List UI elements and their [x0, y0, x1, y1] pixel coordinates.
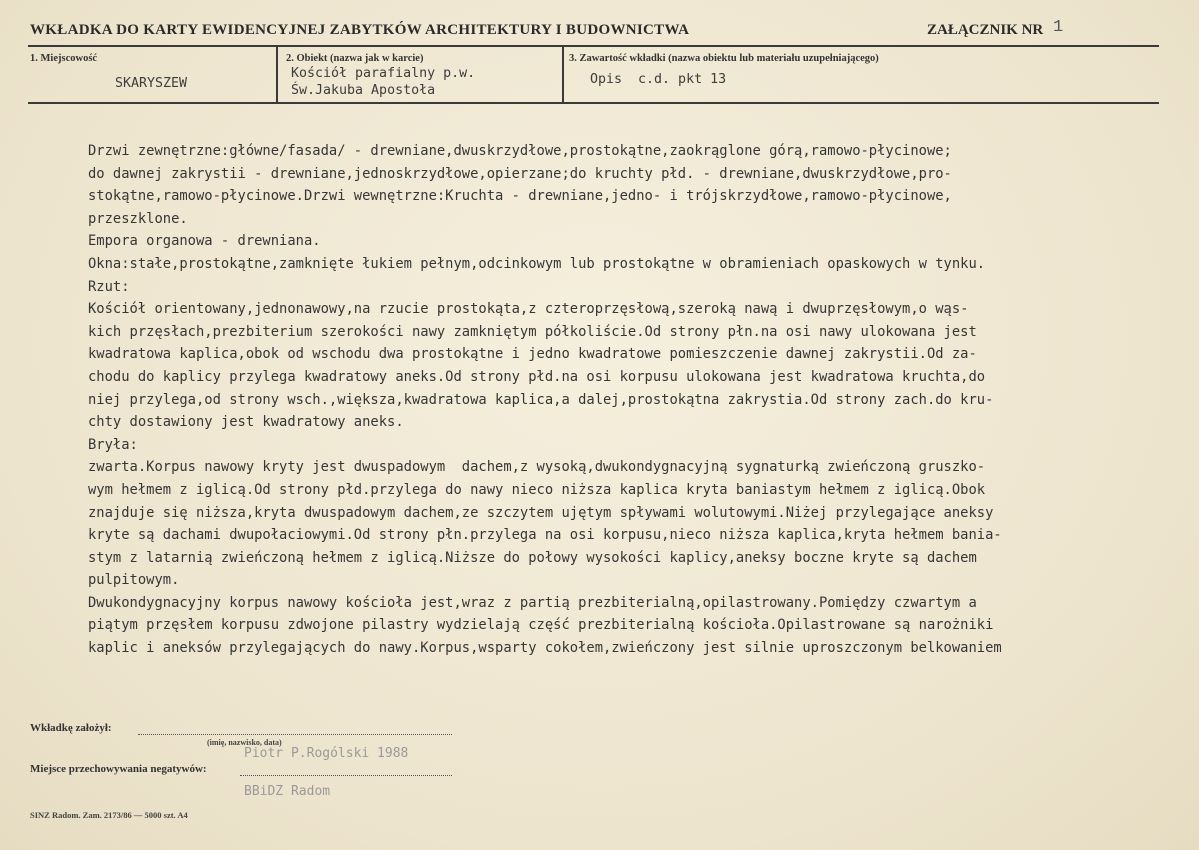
body-line: piątym przęsłem korpusu zdwojone pilastry wydzielają część prezbiterialną kościoła.Opilastrowane są narożniki [88, 617, 994, 634]
body-line: Kościół orientowany,jednonawowy,na rzucie prostokąta,z czteroprzęsłową,szeroką nawą i dwuprzęsłowym,o wąs- [88, 301, 969, 318]
content-label: 3. Zawartość wkładki (nazwa obiektu lub materiału uzupełniającego) [569, 53, 879, 64]
body-line: przeszklone. [88, 210, 188, 227]
body-line: stym z latarnią zwieńczoną hełmem z iglicą.Niższe do połowy wysokości kaplicy,aneksy boczne kryte są dachem [88, 549, 977, 566]
body-line: kryte są dachami dwupołaciowymi.Od strony płn.przylega na osi korpusu,nieco niższa kaplica,kryta hełmem bania- [88, 527, 1002, 544]
body-line: Empora organowa - drewniana. [88, 233, 321, 250]
annex-number: 1 [1053, 18, 1064, 37]
header-top-rule [28, 45, 1159, 47]
founder-value: Piotr P.Rogólski 1988 [244, 746, 409, 761]
body-line: chty dostawiony jest kwadratowy aneks. [88, 414, 404, 431]
field-divider-1 [276, 45, 278, 103]
body-line: zwarta.Korpus nawowy kryty jest dwuspadowym dachem,z wysoką,dwukondygnacyjną sygnaturką zwieńczoną gruszko- [88, 459, 986, 476]
body-line: niej przylega,od strony wsch.,większa,kwadratowa kaplica,a dalej,prostokątna zakrystia.Od strony zach.do kru- [88, 391, 994, 408]
negatives-label: Miejsce przechowywania negatywów: [30, 763, 207, 775]
body-line: Dwukondygnacyjny korpus nawowy kościoła jest,wraz z partią prezbiterialną,opilastrowany.Pomiędzy czwartym a [88, 594, 977, 611]
object-value-line2: Św.Jakuba Apostoła [291, 83, 436, 98]
body-line: Okna:stałe,prostokątne,zamknięte łukiem pełnym,odcinkowym lub prostokątne w obramieniach opaskowych w tynku. [88, 255, 986, 272]
body-line: znajduje się niższa,kryta dwuspadowym dachem,ze szczytem ujętym spływami wolutowymi.Niżej przylegające aneksy [88, 504, 994, 521]
body-line: Bryła: [88, 436, 138, 453]
body-line: wym hełmem z iglicą.Od strony płd.przylega do nawy nieco niższa kaplica kryta baniastym hełmem z iglicą.Obok [88, 481, 986, 498]
negatives-dotted-line [240, 775, 452, 776]
object-label: 2. Obiekt (nazwa jak w karcie) [286, 53, 424, 64]
card-title: WKŁADKA DO KARTY EWIDENCYJNEJ ZABYTKÓW ARCHITEKTURY I BUDOWNICTWA [30, 22, 690, 38]
body-line: stokątne,ramowo-płycinowe.Drzwi wewnętrzne:Kruchta - drewniane,jedno- i trójskrzydłowe,ramowo-płycinowe, [88, 188, 952, 205]
print-info: SINZ Radom. Zam. 2173/86 — 5000 szt. A4 [30, 810, 188, 820]
description-body [88, 140, 1178, 660]
annex-label: ZAŁĄCZNIK NR [927, 22, 1044, 38]
founder-note: (imię, nazwisko, data) [207, 738, 282, 747]
field-divider-2 [562, 45, 564, 103]
body-line: kich przęsłach,prezbiterium szerokości nawy zamkniętym półkoliście.Od strony płn.na osi nawy ulokowana jest [88, 323, 977, 340]
body-line: kaplic i aneksów przylegających do nawy.Korpus,wsparty cokołem,zwieńczony jest silnie uproszczonym belkowaniem [88, 640, 1002, 657]
place-label: 1. Miejscowość [30, 53, 98, 64]
body-line: kwadratowa kaplica,obok od wschodu dwa prostokątne i jedno kwadratowe pomieszczenie dawnej zakrystii.Od za- [88, 346, 977, 363]
body-line: Drzwi zewnętrzne:główne/fasada/ - drewniane,dwuskrzydłowe,prostokątne,zaokrąglone górą,ramowo-płycinowe; [88, 143, 952, 159]
body-line: chodu do kaplicy przylega kwadratowy aneks.Od strony płd.na osi korpusu ulokowana jest kwadratowa kruchta,do [88, 368, 986, 385]
founder-dotted-line [138, 734, 452, 735]
place-value: SKARYSZEW [115, 76, 188, 91]
header-bottom-rule [28, 102, 1159, 104]
body-line: do dawnej zakrystii - drewniane,jednoskrzydłowe,opierzane;do kruchty płd. - drewniane,dwuskrzydłowe,pro- [88, 165, 952, 182]
content-value: Opis c.d. pkt 13 [590, 72, 727, 87]
negatives-value: BBiDZ Radom [244, 784, 331, 799]
object-value-line1: Kościół parafialny p.w. [291, 66, 476, 81]
founder-label: Wkładkę założył: [30, 722, 112, 734]
body-line: Rzut: [88, 278, 130, 295]
body-line: pulpitowym. [88, 572, 180, 589]
